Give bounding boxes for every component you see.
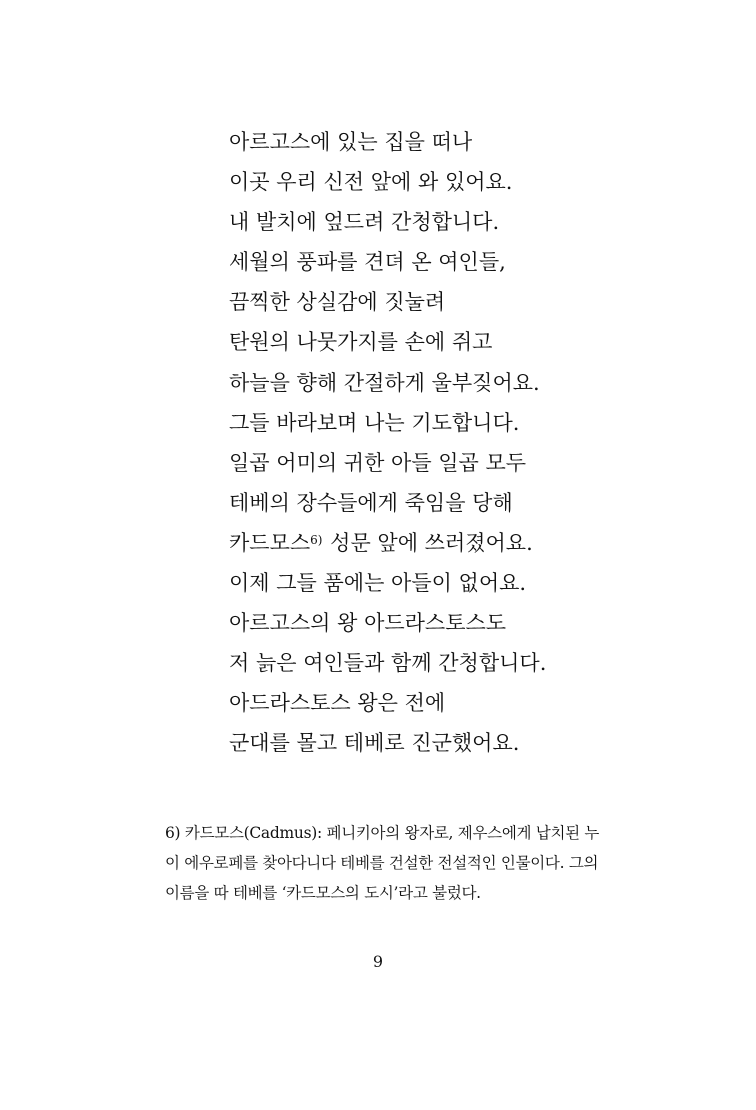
poem-line: 하늘을 향해 간절하게 울부짖어요.	[229, 370, 540, 395]
poem-line-text: 카드모스	[229, 530, 311, 555]
poem-line: 세월의 풍파를 견뎌 온 여인들,	[229, 250, 506, 275]
poem-line: 일곱 어미의 귀한 아들 일곱 모두	[229, 450, 527, 475]
poem-line: 그들 바라보며 나는 기도합니다.	[229, 410, 520, 435]
poem-line-text: 성문 앞에 쓰러졌어요.	[323, 530, 533, 555]
footnote-line: 이름을 따 테베를 ‘카드모스의 도시’라고 불렀다.	[165, 884, 481, 902]
poem-line: 아르고스에 있는 집을 떠나	[229, 130, 473, 154]
poem-line: 탄원의 나뭇가지를 손에 쥐고	[229, 330, 493, 355]
poem	[229, 122, 709, 764]
footnote-reference: 6)	[310, 532, 323, 547]
footnote	[165, 818, 645, 908]
poem-line: 아르고스의 왕 아드라스토스도	[229, 611, 507, 636]
poem-line: 이제 그들 품에는 아들이 없어요.	[229, 571, 527, 596]
poem-line: 이곳 우리 신전 앞에 와 있어요.	[229, 170, 513, 195]
poem-line: 저 늙은 여인들과 함께 간청합니다.	[229, 651, 547, 676]
footnote-line: 6) 카드모스(Cadmus): 페니키아의 왕자로, 제우스에게 납치된 누	[165, 824, 600, 842]
poem-line: 아드라스토스 왕은 전에	[229, 691, 446, 716]
poem-line: 테베의 장수들에게 죽임을 당해	[229, 490, 513, 515]
poem-line: 끔찍한 상실감에 짓눌려	[229, 290, 446, 315]
page-number: 9	[372, 952, 384, 971]
poem-line: 내 발치에 엎드려 간청합니다.	[229, 210, 500, 235]
poem-line-with-footnote	[229, 523, 709, 563]
footnote-line: 이 에우로페를 찾아다니다 테베를 건설한 전설적인 인물이다. 그의	[165, 854, 599, 872]
poem-line: 군대를 몰고 테베로 진군했어요.	[229, 731, 520, 756]
